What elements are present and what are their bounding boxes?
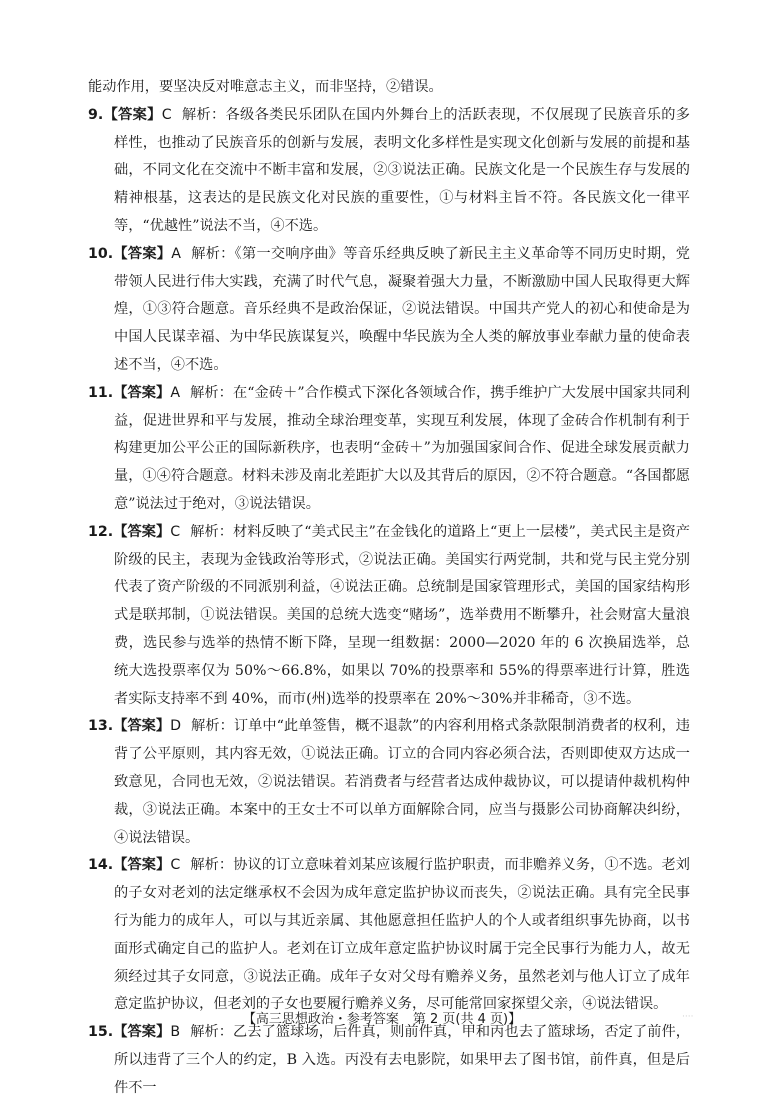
answer-item-body — [88, 852, 690, 1019]
question-number: 9. — [88, 106, 104, 123]
answer-item-body — [88, 380, 690, 519]
answer-item — [88, 1019, 690, 1102]
answer-item-body — [88, 1019, 690, 1102]
question-number: 12. — [88, 523, 114, 540]
answer-letter: C — [170, 523, 181, 540]
answer-item-head — [88, 524, 190, 540]
answer-tag: 【答案】 — [103, 106, 162, 123]
answer-item-list — [88, 102, 690, 1102]
answer-item — [88, 241, 690, 380]
page-footer — [0, 1008, 764, 1027]
explanation-text: 解析：各级各类民乐团队在国内外舞台上的活跃表现，不仅展现了民族音乐的多样性，也推动了民族音乐的创新与发展，表明文化多样性是实现文化创新与发展的前提和基础，不同文化在交流中不断丰富和发展，②③说法正确。民族文化是一个民族生存与发展的精神根基，这表达的是民族文化对民族的重要性，①与材料主旨不符。各民族文化一律平等，“优越性”说法不当，④不选。 — [114, 106, 690, 234]
answer-content — [88, 74, 690, 1102]
answer-tag: 【答案】 — [113, 245, 172, 262]
answer-item-head — [88, 857, 190, 873]
footer-page-number: 第 2 页(共 4 页)】 — [412, 1012, 522, 1027]
footer-title: 【高三思想政治・参考答案 — [242, 1012, 399, 1027]
explanation-text: 解析：材料反映了“美式民主”在金钱化的道路上“更上一层楼”，美式民主是资产阶级的民主，表现为金钱政治等形式，②说法正确。美国实行两党制，共和党与民主党分别代表了资产阶级的不同派别利益，④说法正确。总统制是国家管理形式，美国的国家结构形式是联邦制，①说法错误。美国的总统大选变“赌场”，选举费用不断攀升，社会财富大量浪费，选民参与选举的热情不断下降，呈现一组数据：2000—2020 年的 6 次换届选举，总统大选投票率仅为 50%～66.8%，如果以 70%的投票率和 55%的得票率进行计算，胜选者实际支持率不到 40%，而市(州)选举的投票率在 20%～30%并非稀奇，③不选。 — [114, 523, 690, 707]
explanation-text: 解析：协议的订立意味着刘某应该履行监护职责，而非赡养义务，①不选。老刘的子女对老刘的法定继承权不会因为成年意定监护协议而丧失，②说法正确。具有完全民事行为能力的成年人，可以与其近亲属、其他愿意担任监护人的个人或者组织事先协商，以书面形式确定自己的监护人。老刘在订立成年意定监护协议时属于完全民事行为能力人，故无须经过其子女同意，③说法正确。成年子女对父母有赡养义务，虽然老刘与他人订立了成年意定监护协议，但老刘的子女也要履行赡养义务，尽可能常回家探望父亲，④说法错误。 — [114, 857, 690, 1013]
question-number: 10. — [88, 245, 114, 262]
answer-letter: A — [170, 384, 181, 401]
answer-item — [88, 102, 690, 241]
intro-paragraph: 能动作用，要坚决反对唯意志主义，而非坚持，②错误。 — [88, 79, 443, 95]
explanation-text: 解析：在“金砖＋”合作模式下深化各领域合作，携手维护广大发展中国家共同利益，促进世界和平与发展，推动全球治理变革，实现互利发展，体现了金砖合作机制有利于构建更加公平公正的国际新秩序，也表明“金砖＋”为加强国家间合作、促进全球发展贡献力量，①④符合题意。材料未涉及南北差距扩大以及其背后的原因，②不符合题意。“各国都愿意”说法过于绝对，③说法错误。 — [114, 384, 690, 512]
explanation-text: 解析：订单中“此单签售，概不退款”的内容利用格式条款限制消费者的权利，违背了公平原则，其内容无效，①说法正确。订立的合同内容必须合法，否则即使双方达成一致意见，合同也无效，②说法错误。若消费者与经营者达成仲裁协议，可以提请仲裁机构仲裁，③说法正确。本案中的王女士不可以单方面解除合同，应当与摄影公司协商解决纠纷，④说法错误。 — [114, 718, 690, 846]
answer-letter: B — [170, 1024, 181, 1041]
answer-letter: C — [161, 106, 172, 123]
explanation-text: 解析：《第一交响序曲》等音乐经典反映了新民主主义革命等不同历史时期，党带领人民进行伟大实践，充满了时代气息，凝聚着强大力量，不断激励中国人民取得更大辉煌，①③符合题意。音乐经典不是政治保证，②说法错误。中国共产党人的初心和使命是为中国人民谋幸福、为中华民族谋复兴，唤醒中华民族为全人类的解放事业奉献力量的使命表述不当，④不选。 — [114, 245, 690, 373]
question-number: 11. — [88, 384, 114, 401]
watermark-mark: ···· — [682, 1012, 694, 1022]
answer-tag: 【答案】 — [113, 857, 171, 874]
answer-item-head — [88, 385, 190, 401]
answer-item-head — [88, 246, 191, 262]
answer-item-body — [88, 241, 690, 380]
answer-tag: 【答案】 — [113, 718, 171, 735]
answer-item-head — [88, 107, 182, 123]
answer-item — [88, 380, 690, 519]
answer-item-body — [88, 713, 690, 852]
answer-tag: 【答案】 — [113, 523, 171, 540]
question-number: 14. — [88, 857, 114, 874]
explanation-text: 解析：乙去了篮球场，后件真，则前件真，甲和丙也去了篮球场，否定了前件，所以违背了三个人的约定，B 入选。丙没有去电影院，如果甲去了图书馆，前件真，但是后件不一 — [114, 1024, 690, 1096]
question-number: 13. — [88, 718, 114, 735]
answer-letter: A — [171, 245, 181, 262]
answer-letter: C — [170, 857, 181, 874]
answer-item-head — [88, 718, 191, 734]
answer-item — [88, 713, 690, 852]
answer-letter: D — [170, 718, 182, 735]
answer-tag: 【答案】 — [113, 384, 171, 401]
question-number: 15. — [88, 1024, 114, 1041]
answer-item-body — [88, 519, 690, 714]
answer-item — [88, 852, 690, 1019]
answer-item-body — [88, 102, 690, 241]
answer-item — [88, 519, 690, 714]
answer-tag: 【答案】 — [113, 1024, 171, 1041]
